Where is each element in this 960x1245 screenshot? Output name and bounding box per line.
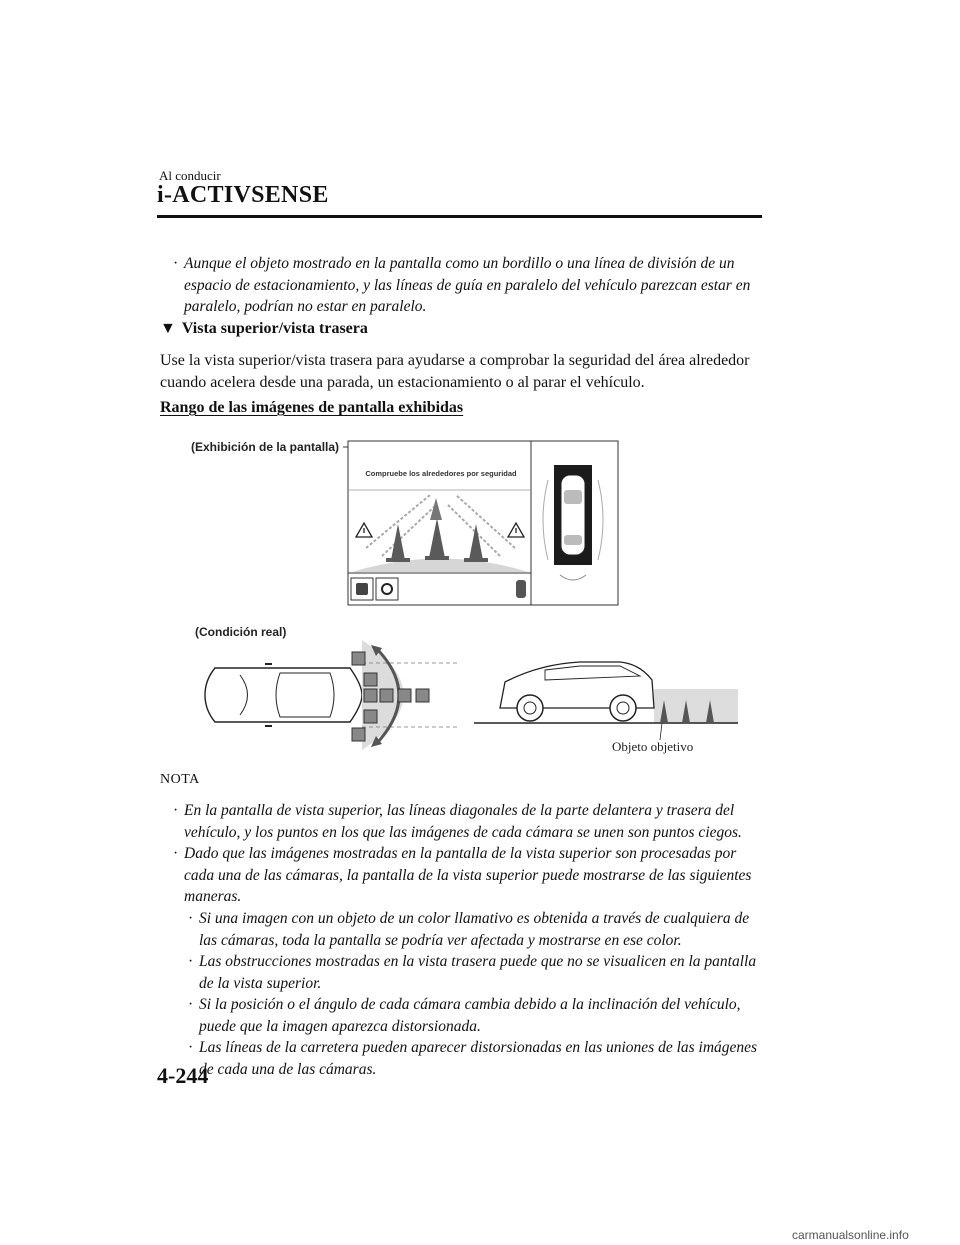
real-label: (Condición real) <box>195 625 287 639</box>
intro-bullet-text: Aunque el objeto mostrado en la pantalla como un bordillo o una línea de división de un espacio de estacionamiento, y las líneas de guía en paralelo del vehículo parezcan estar en paralelo, podrían no estar en paralelo. <box>184 255 751 315</box>
display-label: (Exhibición de la pantalla) <box>191 440 340 454</box>
bullet-dot: · <box>173 255 179 272</box>
note-sub-bullet <box>188 994 759 1037</box>
note-sub-bullet <box>188 1037 759 1080</box>
object-caption: Objeto objetivo <box>612 739 694 754</box>
page-number: 4-244 <box>157 1063 209 1088</box>
range-heading: Rango de las imágenes de pantalla exhibidas <box>160 399 464 416</box>
note-sub-bullet-text: Si la posición o el ángulo de cada cámara cambia debido a la inclinación del vehículo, puede que la imagen aparezca distorsionada. <box>199 996 741 1035</box>
note-bullet-text: En la pantalla de vista superior, las líneas diagonales de la parte delantera y trasera del vehículo, y los puntos en los que las imágenes de cada cámara se unen son puntos ciegos. <box>184 802 742 841</box>
screen-display <box>348 441 618 605</box>
top-down-car <box>205 664 362 726</box>
note-bullet-text: Dado que las imágenes mostradas en la pantalla de la vista superior son procesadas por cada una de las cámaras, la pantalla de la vista superior puede mostrarse de las siguientes maneras. <box>184 845 752 905</box>
bullet-dot: · <box>188 1039 194 1056</box>
side-view-car <box>474 662 738 723</box>
screen-message: Compruebe los alrededores por seguridad <box>365 469 517 478</box>
bullet-dot: · <box>173 802 179 819</box>
note-sub-bullet-text: Las líneas de la carretera pueden aparecer distorsionadas en las uniones de las imágenes de cada una de las cámaras. <box>199 1039 758 1078</box>
footer-link[interactable]: carmanualsonline.info <box>792 1228 909 1242</box>
bullet-dot: · <box>188 996 194 1013</box>
note-bullet <box>173 843 762 908</box>
car-sensor-icon <box>516 580 526 598</box>
triangle-down-icon: ▼ <box>160 320 176 337</box>
bullet-dot: · <box>188 910 194 927</box>
section-title: i-ACTIVSENSE <box>157 182 329 208</box>
note-bullet <box>173 800 762 843</box>
subsection-heading-text: Vista superior/vista trasera <box>181 320 368 337</box>
section-label: Al conducir <box>159 168 221 183</box>
note-sub-bullet <box>188 908 759 951</box>
note-sub-bullet-text: Las obstrucciones mostradas en la vista trasera puede que no se visualicen en la pantalla de la vista superior. <box>199 953 757 992</box>
note-sub-bullet <box>188 951 759 994</box>
gear-icon <box>376 578 398 600</box>
bullet-dot: · <box>173 845 179 862</box>
note-sub-bullet-text: Si una imagen con un objeto de un color llamativo es obtenida a través de cualquiera de las cámaras, toda la pantalla se podría ver afectada y mostrarse en ese color. <box>199 910 750 949</box>
top-view-car <box>561 475 585 555</box>
bullet-dot: · <box>188 953 194 970</box>
note-title: NOTA <box>160 772 200 787</box>
subsection-body: Use la vista superior/vista trasera para ayudarse a comprobar la seguridad del área alrededor cuando acelera desde una parada, un estacionamiento o al parar el vehículo. <box>160 352 750 391</box>
